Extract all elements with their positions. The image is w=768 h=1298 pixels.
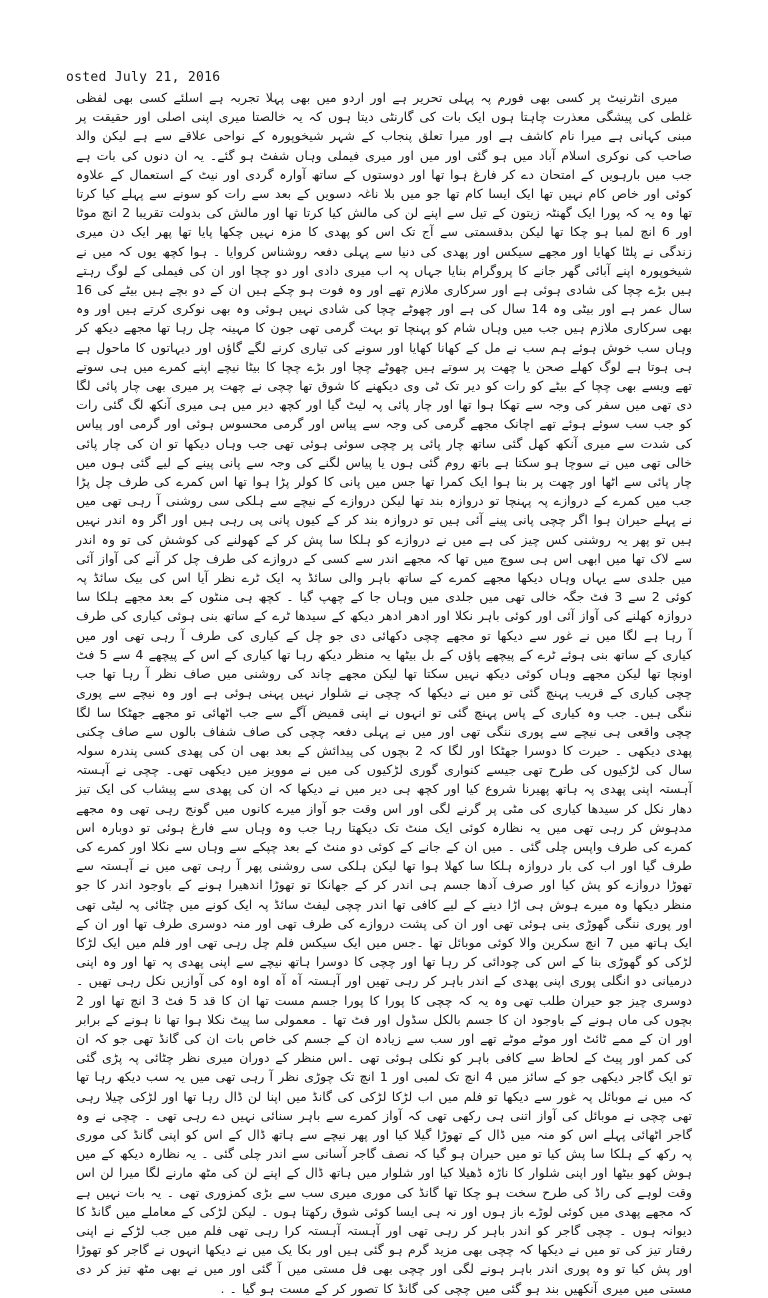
post-paragraph: میری انٹرنیٹ پر کسی بھی فورم پہ پہلی تحریر ہے اور اردو میں بھی پہلا تجربہ ہے اسلئے کسی بھی لفظی غلطی کی پیشگی معذرت چاہتا ہوں ایک بات کی گارنٹی دیتا ہوں کہ یہ خالصتا میری اپنی اصلی اور حقیقت پر مبنی کہانی ہے میرا نام کاشف ہے اور میرا تعلق پنجاب کے شہر شیخوپورہ کے نواحی علاقے سے ہے لیکن والد صاحب کی نوکری اسلام آباد میں ہو گئی اور میں اور میری فیملی وہاں شفٹ ہو گئے۔ یہ ان دنوں کی بات ہے جب میں بارہویں کے امتحان دے کر فارغ ہوا تھا اور دوستوں کے ساتھ آوارہ گردی اور نیٹ کے استعمال کے علاوہ کوئی اور خاص کام نہیں تھا ایک ایسا کام تھا جو میں بلا ناغہ دسویں کے بعد سے رات کو سونے سے پہلے کیا کرتا تھا وہ یہ کہ پورا ایک گھنٹہ زیتون کے تیل سے اپنے لن کی مالش کیا کرتا تھا اور مالش کی بدولت تقریبا 2 انچ موٹا اور 6 انچ لمبا ہو چکا تھا لیکن بدقسمتی سے آج تک اس کو پھدی کا مزہ نہیں چکھا پایا تھا پھر ایک دن میری زندگی نے پلٹا کھایا اور مجھے سیکس اور پھدی کی دنیا سے پہلی دفعہ روشناس کروایا ۔ ہوا کچھ یوں کہ میں نے شیخوپورہ اپنے آبائی گھر جانے کا پروگرام بنایا جہاں پہ اب میری دادی اور دو چچا اور ان کی فیملی کے لوگ رہتے ہیں بڑے چچا کی شادی ہوئی ہے اور سرکاری ملازم تھے اور وہ فوت ہو چکے ہیں ان کے دو بچے ہیں بیٹے کی 16 سال عمر ہے اور بیٹی وہ 14 سال کی ہے اور چھوٹے چچا کی شادی نہیں ہوئی وہ بھی نوکری کرتے ہیں اور وہ بھی سرکاری ملازم ہیں جب میں وہاں شام کو پہنچا تو بہت گرمی تھی جون کا مہینہ چل رہا تھا مجھے دیکھ کر وہاں سب خوش ہوئے ہم سب نے مل کے کھانا کھایا اور سونے کی تیاری کرنے لگے گاؤں اور دیہاتوں کا ماحول ہے ہی ہوتا ہے لوگ کھلے صحن یا چھت پر سوتے ہیں چھوٹے چچا اور بڑے چچا کا بیٹا نیچے اپنے کمرے میں ہی سوتے تھے ویسے بھی چچا کے بیٹے کو رات کو دیر تک ٹی وی دیکھنے کا شوق تھا چچی نے چھت پر میری بھی چار پائی لگا دی تھی میں سفر کی وجہ سے تھکا ہوا تھا اور چار پائی پہ لیٹ گیا اور کچھ دیر میں ہی میری آنکھ لگ گئی رات کو جب سب سوئے ہوئے تھے اچانک مجھے گرمی کی وجہ سے پیاس اور گرمی محسوس ہوئی اور گرمی اور پیاس کی شدت سے میری آنکھ کھل گئی ساتھ چار پائی پر چچی سوئی ہوئی تھی جب وہاں دیکھا تو ان کی چار پائی خالی تھی میں نے سوچا ہو سکتا ہے باتھ روم گئی ہوں یا پیاس لگنے کی وجہ سے پانی پینے کے لیے گئی ہوں میں چار پائی سے اٹھا اور چھت پر بنا ہوا ایک کمرا تھا جس میں پانی کا کولر پڑا ہوا تھا اس کمرے کی طرف چل پڑا جب میں کمرے کے دروازے پہ پہنچا تو دروازہ بند تھا لیکن دروازے کے نیچے سے ہلکی سی روشنی آ رہی تھی میں نے پہلے حیران ہوا اگر چچی پانی پینے آئی ہیں تو دروازہ بند کر کے کیوں پانی پی رہی ہیں اور اگر وہ اندر نہیں ہیں تو پھر یہ روشنی کس چیز کی ہے میں نے دروازے کو ہلکا سا پش کر کے کھولنے کی کوشش کی تو وہ اندر سے لاک تھا میں ابھی اس ہی سوچ میں تھا کہ مجھے اندر سے کسی کے دروازے کی طرف چل کر آنے کی آواز آئی میں جلدی سے یہاں وہاں دیکھا مجھے کمرے کے ساتھ باہر والی سائڈ پہ ایک ٹرے نظر آیا اس کی بیک سائڈ پہ کوئی 2 سے 3 فٹ جگہ خالی تھی میں جلدی میں وہاں جا کے چھپ گیا ۔ کچھ ہی منٹوں کے بعد مجھے ہلکا سا دروازہ کھلنے کی آواز آئی اور کوئی باہر نکلا اور ادھر ادھر دیکھ کے سیدھا ٹرے کے ساتھ بنی ہوئی کیاری کی طرف آ رہا ہے لگا میں نے غور سے دیکھا تو مجھے چچی دکھائی دی جو چل کے کیاری کی طرف آ رہی تھی اور میں کیاری کے ساتھ بنی ہوئے ٹرے کے پیچھے پاؤں کے بل بیٹھا یہ منظر دیکھ رہا تھا کیاری کے اس کے پیچھے 4 سے 5 فٹ اونچا تھا لیکن مجھے وہاں کوئی دیکھ نہیں سکتا تھا لیکن مجھے چاند کی روشنی میں صاف نظر آ رہا تھا جب چچی کیاری کے قریب پہنچ گئی تو میں نے دیکھا کہ چچی نے شلوار نہیں پہنی ہوئی ہے اور وہ نیچے سے پوری ننگی ہیں۔ جب وہ کیاری کے پاس پہنچ گئی تو انہوں نے اپنی قمیض آگے سے جب اٹھائی تو مجھے جھٹکا سا لگا چچی واقعی ہی نیچے سے پوری ننگی تھی اور میں نے پہلی دفعہ چچی کی صاف شفاف بالوں سے صاف چکنی پھدی دیکھی ۔ حیرت کا دوسرا جھٹکا اور لگا کہ 2 بچوں کی پیدائش کے بعد بھی ان کی پھدی کسی پندرہ سولہ سال کی لڑکیوں کی طرح تھی جیسے کنواری گوری لڑکیوں کی میں نے موویز میں دیکھی تھی۔ چچی نے آہستہ آہستہ اپنی پھدی پہ ہاتھ پھیرنا شروع کیا اور کچھ ہی دیر میں نے دیکھا کہ ان کی پھدی سے پیشاب کی ایک تیز دھار نکل کر سیدھا کیاری کی مٹی پر گرنے لگی اور اس وقت جو آواز میرے کانوں میں گونج رہی تھی وہ مجھے مدہوش کر رہی تھی میں یہ نظارہ کوئی ایک منٹ تک دیکھتا رہا جب وہ وہاں سے فارغ ہوئی تو دوبارہ اس کمرے کی طرف واپس چلی گئی ۔ میں ان کے جانے کے کوئی دو منٹ کے بعد چپکے سے وہاں سے نکلا اور کمرے کی طرف گیا اور اب کی بار دروازہ ہلکا سا کھلا ہوا تھا لیکن ہلکی سی روشنی پھر آ رہی تھی میں نے آہستہ سے تھوڑا دروازے کو پش کیا اور صرف آدھا جسم ہی اندر کر کے جھانکا تو تھوڑا اندھیرا ہونے کے باوجود اندر کا جو منظر دیکھا وہ میرے ہوش ہی اڑا دینے کے لیے کافی تھا اندر چچی لیفٹ سائڈ پہ ایک کونے میں چٹائی پہ لیٹی تھی اور پوری ننگی گھوڑی بنی ہوئی تھی اور ان کی پشت دروازے کی طرف تھی اور منہ دوسری طرف تھا اور ان کے ایک ہاتھ میں 7 انچ سکرین والا کوئی موبائل تھا ۔جس میں ایک سیکس فلم چل رہی تھی اور فلم میں ایک لڑکا لڑکی کو گھوڑی بنا کے اس کی چودائی کر رہا تھا اور چچی کا دوسرا ہاتھ نیچے سے اپنی پھدی پہ تھا اور وہ اپنی درمیانی دو انگلی پوری اپنی پھدی کے اندر باہر کر رہی تھیں اور آہستہ آہ آہ اوہ اوہ کی آوازیں نکل رہی تھیں ۔ دوسری چیز جو حیران طلب تھی وہ یہ کہ چچی کا پورا کا پورا جسم مست تھا ان کا قد 5 فٹ 3 انچ تھا اور 2 بچوں کی ماں ہونے کے باوجود ان کا جسم بالکل سڈول اور فٹ تھا ۔ معمولی سا پیٹ نکلا ہوا تھا نا ہونے کے برابر اور ان کے ممے ٹائٹ اور موٹے موٹے تھے اور سب سے زیادہ ان کے جسم کی خاص بات ان کی گانڈ تھی جو کہ ان کی کمر اور پیٹ کے لحاظ سے کافی باہر کو نکلی ہوئی تھی ۔اس منظر کے دوران میری نظر چٹائی پہ پڑی گئی تو ایک گاجر دیکھی جو کے سائز میں 4 انچ تک لمبی اور 1 انچ تک چوڑی نظر آ رہی تھی میں یہ سب دیکھ رہا تھا کہ میں نے موبائل پہ غور سے دیکھا تو فلم میں اب لڑکا لڑکی کی گانڈ میں اپنا لن ڈال رہا تھا اور لڑکی چیلا رہی تھی چچی نے موبائل کی آواز اتنی ہی رکھی تھی کہ آواز کمرے سے باہر سنائی نہیں دے رہی تھی ۔ چچی نے وہ گاجر اٹھائی پہلے اس کو منہ میں ڈال کے تھوڑا گیلا کیا اور پھر نیچے سے ہاتھ ڈال کے اس کو اپنی گانڈ کی موری پہ رکھ کے ہلکا سا پش کیا تو میں حیران ہو گیا کہ نصف گاجر آسانی سے اندر چلی گئی ۔ یہ نظارہ دیکھ کے میں ہوش کھو بیٹھا اور اپنی شلوار کا ناڑہ ڈھیلا کیا اور شلوار میں ہاتھ ڈال کے اپنے لن کی مٹھ مارنے لگا میرا لن اس وقت لوہے کی راڈ کی طرح سخت ہو چکا تھا گانڈ کی موری میری سب سے بڑی کمزوری تھی ۔ یہ بات نہیں ہے کہ مجھے پھدی میں کوئی لوڑے باز ہوں اور نہ ہی ایسا کوئی شوق رکھتا ہوں ۔ لیکن لڑکی کے معاملے میں گانڈ کا دیوانہ ہوں ۔ چچی گاجر کو اندر باہر کر رہی تھی اور آہستہ آہستہ کرا رہی تھی فلم میں جب لڑکے نے اپنی رفتار تیز کی تو میں نے دیکھا کہ چچی بھی مزید گرم ہو گئی ہیں اور بکا یک میں نے دیکھا انہوں نے گاجر کو تھوڑا اور پش کیا تو وہ پوری اندر باہر ہونے لگی اور چچی بھی فل مستی میں آ گئی اور میں نے بھی مٹھ تیز کر دی مستی میں میری آنکھیں بند ہو گئی میں چچی کی گانڈ کا تصور کر کے مست ہو گیا ۔ . bbox=[76, 90, 693, 1296]
post-date: osted July 21, 2016 bbox=[66, 70, 221, 85]
post-body bbox=[76, 88, 693, 1296]
